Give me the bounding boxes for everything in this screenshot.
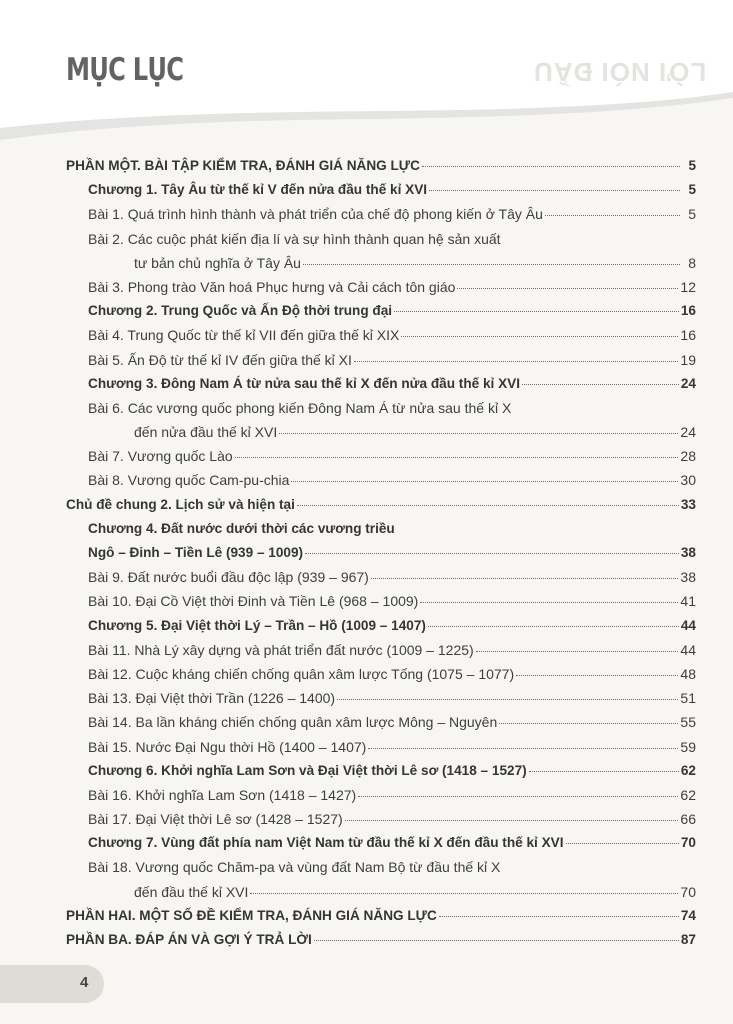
toc-entry-label: Bài 17. Đại Việt thời Lê sơ (1428 – 1527) [88,811,343,828]
toc-entry-page: 70 [680,835,696,851]
toc-entry-label: Bài 14. Ba lần kháng chiến chống quân xâm lược Mông – Nguyên [88,714,498,731]
toc-entry-label: Bài 15. Nước Đại Ngu thời Hồ (1400 – 1407) [88,738,367,755]
toc-entry [66,642,696,666]
toc-entry [66,859,696,883]
toc-entry [66,787,696,811]
toc-entry-page: 5 [688,158,696,173]
toc-entry-label: Bài 6. Các vương quốc phong kiến Đông Nam Á từ nửa sau thế kỉ X [88,399,512,416]
toc-entry [66,352,696,376]
toc-entry-label: Ngô – Đinh – Tiền Lê (939 – 1009) [88,545,304,560]
toc-entry [66,618,696,642]
toc-entry [66,714,696,738]
toc-entry-label: Chương 1. Tây Âu từ thế kỉ V đến nửa đầu thế kỉ XVI [88,182,428,198]
toc-entry-label: Chương 6. Khởi nghĩa Lam Sơn và Đại Việt thời Lê sơ (1418 – 1527) [88,762,527,778]
dot-leader [401,336,678,337]
toc-entry-label: Bài 18. Vương quốc Chăm-pa và vùng đất Nam Bộ từ đầu thế kỉ X [88,859,501,876]
dot-leader [429,190,680,191]
toc-entry-page: 70 [680,883,696,900]
toc-entry [66,158,696,182]
toc-entry-label: PHẦN HAI. MỘT SỐ ĐỀ KIỂM TRA, ĐÁNH GIÁ NĂNG LỰC [66,907,437,923]
toc-entry [66,424,696,448]
toc-entry-label: Chương 5. Đại Việt thời Lý – Trần – Hồ (1009 – 1407) [88,617,426,633]
toc-entry [66,255,696,279]
toc-entry [66,327,696,351]
toc-entry-label: Bài 4. Trung Quốc từ thế kỉ VII đến giữa thế kỉ XIX [88,327,400,344]
toc-entry-page: 87 [680,932,696,947]
toc-entry [66,908,696,932]
toc-entry-label: đến nửa đầu thế kỉ XVI [134,424,278,441]
toc-entry-page: 55 [680,714,696,731]
toc-entry-label: Bài 11. Nhà Lý xây dựng và phát triển đất nước (1009 – 1225) [88,641,474,658]
toc-entry [66,763,696,787]
dot-leader [476,651,679,652]
toc-entry [66,666,696,690]
toc-entry [66,376,696,400]
toc-entry-label: Chương 3. Đông Nam Á từ nửa sau thế kỉ X đến nửa đầu thế kỉ XVI [88,375,520,391]
toc-entry-label: PHẦN BA. ĐÁP ÁN VÀ GỢI Ý TRẢ LỜI [66,932,312,947]
toc-entry-page: 5 [688,182,696,198]
toc-entry [66,182,696,206]
toc-entry-label: Bài 8. Vương quốc Cam-pu-chia [88,472,290,489]
toc-entry [66,569,696,593]
toc-entry-label: đến đầu thế kỉ XVI [134,883,249,900]
toc-entry [66,231,696,255]
toc-entry-label: Chương 4. Đất nước dưới thời các vương triều [88,520,395,536]
toc-entry [66,811,696,835]
dot-leader [368,748,678,749]
dot-leader [345,820,679,821]
dot-leader [358,796,678,797]
toc-entry [66,545,696,569]
dot-leader [279,433,678,434]
dot-leader [566,843,679,844]
dot-leader [457,288,678,289]
toc-entry-page: 44 [680,641,696,658]
dot-leader [354,361,679,362]
toc-entry-page: 5 [688,206,696,223]
toc-entry [66,472,696,496]
dot-leader [303,264,680,265]
toc-entry-page: 38 [680,569,696,586]
toc-entry-page: 24 [680,424,696,441]
toc-entry-page: 62 [680,762,696,778]
page-header [0,0,733,150]
toc-entry [66,400,696,424]
dot-leader [499,723,678,724]
dot-leader [291,481,678,482]
toc-entry [66,206,696,230]
toc-entry-page: 33 [680,496,696,512]
dot-leader [235,457,679,458]
toc-entry-page: 74 [680,907,696,923]
toc-entry-page: 24 [680,375,696,391]
toc-entry [66,884,696,908]
toc-entry-label: tư bản chủ nghĩa ở Tây Âu [134,254,301,271]
dot-leader [420,602,678,603]
toc-entry-label: Chương 2. Trung Quốc và Ấn Độ thời trung đại [88,303,393,319]
toc-entry-label: Bài 16. Khởi nghĩa Lam Sơn (1418 – 1427) [88,786,357,803]
toc-entry-page: 16 [680,327,696,344]
dot-leader [305,553,679,554]
toc-entry [66,497,696,521]
toc-entry-page: 48 [680,665,696,682]
dot-leader [394,311,679,312]
toc-entry-page: 16 [680,303,696,319]
dot-leader [545,215,680,216]
toc-entry-page: 12 [680,278,696,295]
toc-entry-label: Bài 9. Đất nước buổi đầu độc lập (939 – 967) [88,569,369,586]
toc-entry [66,593,696,617]
show-through-text: LỜI NÓI ĐẦU [533,57,707,87]
page-number-tab [0,965,104,1003]
dot-leader [250,893,678,894]
toc-entry [66,279,696,303]
toc-entry-label: Bài 3. Phong trào Văn hoá Phục hưng và Cải cách tôn giáo [88,278,456,295]
dot-leader [439,916,679,917]
toc-entry-label: Bài 12. Cuộc kháng chiến chống quân xâm lược Tống (1075 – 1077) [88,665,515,682]
toc-entry-page: 51 [680,690,696,707]
toc-entry [66,303,696,327]
toc-entry-page: 41 [680,593,696,610]
toc-entry-label: Chủ đề chung 2. Lịch sử và hiện tại [66,496,295,512]
toc-entry [66,739,696,763]
toc-entry-label: Chương 7. Vùng đất phía nam Việt Nam từ đầu thế kỉ X đến đầu thế kỉ XVI [88,835,564,851]
dot-leader [371,578,679,579]
toc-entry-label: Bài 10. Đại Cồ Việt thời Đinh và Tiền Lê (968 – 1009) [88,593,419,610]
toc-entry-label: Bài 1. Quá trình hình thành và phát triển của chế độ phong kiến ở Tây Âu [88,206,543,223]
toc-entry-label: Bài 13. Đại Việt thời Trần (1226 – 1400) [88,690,336,707]
toc-entry-label: PHẦN MỘT. BÀI TẬP KIỂM TRA, ĐÁNH GIÁ NĂNG LỰC [66,158,420,173]
toc-entry-page: 19 [680,351,696,368]
dot-leader [297,505,679,506]
dot-leader [337,699,678,700]
toc-entry-page: 62 [680,786,696,803]
toc-entry-label: Bài 2. Các cuộc phát kiến địa lí và sự hình thành quan hệ sản xuất [88,230,501,247]
toc-entry-label: Bài 5. Ấn Độ từ thế kỉ IV đến giữa thế kỉ XI [88,351,352,368]
dot-leader [516,675,678,676]
toc-entry [66,521,696,545]
toc-entry [66,448,696,472]
toc-entry-page: 28 [680,448,696,465]
toc-entry-label: Bài 7. Vương quốc Lào [88,448,233,465]
toc-entry-page: 66 [680,811,696,828]
toc-entry [66,690,696,714]
toc-entry-page: 44 [680,617,696,633]
dot-leader [529,771,679,772]
page-title: MỤC LỤC [66,52,184,88]
toc-entry-page: 30 [680,472,696,489]
toc-entry [66,932,696,956]
page-number: 4 [80,974,89,991]
toc-entry [66,835,696,859]
dot-leader [522,384,679,385]
dot-leader [428,626,679,627]
table-of-contents [66,158,696,956]
toc-entry-page: 38 [680,545,696,560]
dot-leader [422,166,680,167]
toc-entry-page: 8 [688,254,696,271]
dot-leader [314,940,679,941]
toc-entry-page: 59 [680,738,696,755]
